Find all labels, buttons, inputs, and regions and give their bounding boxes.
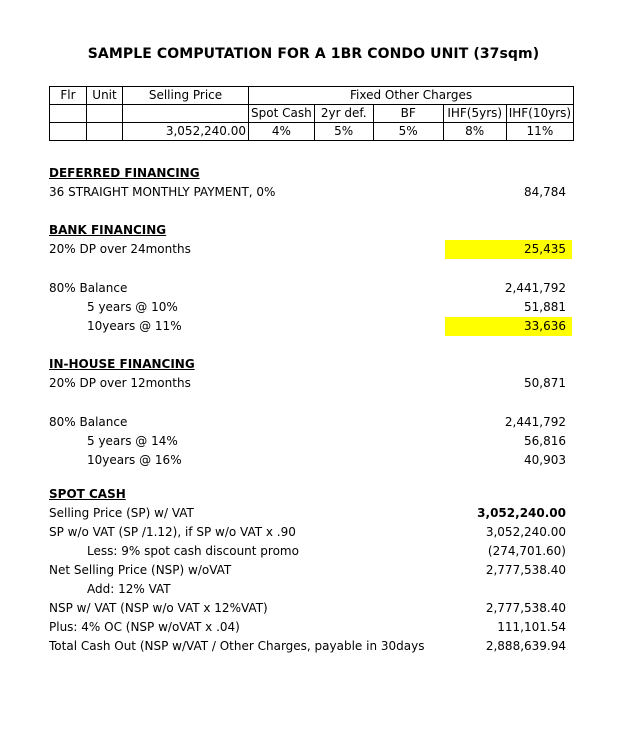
spot-row-label: NSP w/ VAT (NSP w/o VAT x 12%VAT)	[49, 601, 268, 615]
bank-section	[49, 221, 572, 240]
spot-row	[49, 580, 572, 599]
spot-row-value: 3,052,240.00	[477, 506, 566, 520]
spot-row-label: Less: 9% spot cash discount promo	[87, 544, 299, 558]
bank-balance-value: 2,441,792	[504, 281, 566, 295]
inhouse-balance-value: 2,441,792	[504, 415, 566, 429]
deferred-row-label: 36 STRAIGHT MONTHLY PAYMENT, 0%	[49, 185, 276, 199]
spot-row-value: 2,777,538.40	[485, 563, 566, 577]
deferred-row	[49, 183, 572, 202]
page-title: SAMPLE COMPUTATION FOR A 1BR CONDO UNIT (37sqm)	[87, 46, 540, 62]
header-flr: Flr	[50, 87, 87, 105]
bank-balance-label: 80% Balance	[49, 281, 128, 295]
spot-row-label: SP w/o VAT (SP /1.12), if SP w/o VAT x .90	[49, 525, 296, 539]
bank-10y-value: 33,636	[445, 317, 572, 336]
inhouse-10y-row	[49, 451, 572, 470]
inhouse-dp-row	[49, 374, 572, 393]
subheader-2yr-def: 2yr def.	[314, 105, 373, 123]
spot-row	[49, 561, 572, 580]
value-spot-cash-rate: 4%	[249, 123, 315, 141]
table-cell	[87, 123, 123, 141]
bank-dp-label: 20% DP over 24months	[49, 242, 191, 256]
bank-10y-row	[49, 317, 572, 336]
spot-row	[49, 618, 572, 637]
subheader-ihf-10yrs: IHF(10yrs)	[506, 105, 573, 123]
value-ihf-10yrs-rate: 11%	[506, 123, 573, 141]
inhouse-section	[49, 355, 572, 374]
spot-row	[49, 599, 572, 618]
inhouse-5y-value: 56,816	[524, 434, 566, 448]
table-values-row	[50, 123, 574, 141]
inhouse-5y-label: 5 years @ 14%	[87, 434, 178, 448]
spot-row	[49, 523, 572, 542]
spot-row	[49, 637, 572, 656]
spot-section	[49, 485, 572, 504]
header-fixed-other-charges: Fixed Other Charges	[249, 87, 574, 105]
value-bf-rate: 5%	[373, 123, 443, 141]
bank-5y-label: 5 years @ 10%	[87, 300, 178, 314]
spot-row-label: Add: 12% VAT	[87, 582, 171, 596]
spot-row-label: Plus: 4% OC (NSP w/oVAT x .04)	[49, 620, 240, 634]
inhouse-dp-label: 20% DP over 12months	[49, 376, 191, 390]
spot-row-label: Net Selling Price (NSP) w/oVAT	[49, 563, 232, 577]
price-table	[49, 86, 574, 141]
spot-row-label: Total Cash Out (NSP w/VAT / Other Charges, payable in 30days	[49, 639, 425, 653]
table-cell	[50, 105, 87, 123]
table-cell	[87, 105, 123, 123]
inhouse-dp-value: 50,871	[524, 376, 566, 390]
spot-row-value: 3,052,240.00	[485, 525, 566, 539]
spot-header: SPOT CASH	[49, 487, 126, 501]
inhouse-header: IN-HOUSE FINANCING	[49, 357, 195, 371]
inhouse-balance-row	[49, 413, 572, 432]
inhouse-5y-row	[49, 432, 572, 451]
table-cell	[123, 105, 249, 123]
value-ihf-5yrs-rate: 8%	[443, 123, 506, 141]
spot-row-value: 2,888,639.94	[485, 639, 566, 653]
inhouse-10y-label: 10years @ 16%	[87, 453, 182, 467]
spot-row-label: Selling Price (SP) w/ VAT	[49, 506, 194, 520]
deferred-header: DEFERRED FINANCING	[49, 166, 200, 180]
deferred-section	[49, 164, 572, 183]
header-selling-price: Selling Price	[123, 87, 249, 105]
inhouse-10y-value: 40,903	[524, 453, 566, 467]
bank-header: BANK FINANCING	[49, 223, 167, 237]
value-selling-price: 3,052,240.00	[123, 123, 249, 141]
spot-row	[49, 542, 572, 561]
spot-row-value: 2,777,538.40	[485, 601, 566, 615]
spot-row-value: (274,701.60)	[487, 544, 566, 558]
subheader-bf: BF	[373, 105, 443, 123]
subheader-ihf-5yrs: IHF(5yrs)	[443, 105, 506, 123]
deferred-row-value: 84,784	[524, 185, 566, 199]
spot-row	[49, 504, 572, 523]
table-cell	[50, 123, 87, 141]
bank-5y-value: 51,881	[524, 300, 566, 314]
bank-10y-label: 10years @ 11%	[87, 319, 182, 333]
header-unit: Unit	[87, 87, 123, 105]
bank-balance-row	[49, 279, 572, 298]
value-2yr-def-rate: 5%	[314, 123, 373, 141]
spot-row-value: 111,101.54	[497, 620, 566, 634]
bank-dp-row	[49, 240, 572, 259]
subheader-spot-cash: Spot Cash	[249, 105, 315, 123]
bank-5y-row	[49, 298, 572, 317]
table-header-row	[50, 87, 574, 105]
inhouse-balance-label: 80% Balance	[49, 415, 128, 429]
bank-dp-value: 25,435	[445, 240, 572, 259]
table-subheader-row	[50, 105, 574, 123]
